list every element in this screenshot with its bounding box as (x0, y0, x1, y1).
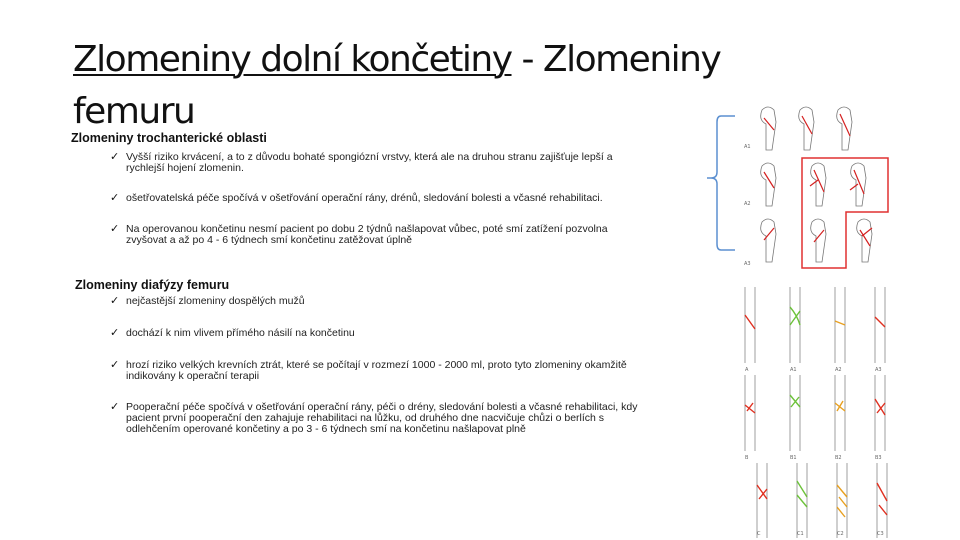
bracket-icon (705, 114, 745, 254)
checkmark-icon: ✓ (110, 151, 120, 163)
bullet-line: hrozí riziko velkých krevních ztrát, které se počítají v rozmezí 1000 - 2000 ml, proto tyto zlomeniny okamžitě (126, 359, 627, 371)
title-sub-line2: femuru (73, 91, 195, 132)
checkmark-icon: ✓ (110, 327, 120, 339)
bullet-line: zvyšovat a až po 4 - 6 týdnech smí končetinu zatěžovat úplně (126, 234, 412, 246)
fig-label: C (757, 531, 761, 537)
fig-label: B1 (790, 455, 797, 461)
bullet-line: odlehčením operované končetiny a po 3 - 6 týdnech smí na končetinu našlapovat plně (126, 423, 526, 435)
checkmark-icon: ✓ (110, 192, 120, 204)
row-label: A1 (744, 144, 751, 150)
fig-label: B (745, 455, 749, 461)
bullet-line: pacient první pooperační den zahajuje rehabilitaci na lůžku, od druhého dne nacvičuje chůzi o berlích s (126, 412, 605, 424)
checkmark-icon: ✓ (110, 295, 120, 307)
fig-label: A1 (790, 367, 797, 373)
title-sub: Zlomeniny (542, 39, 721, 80)
row-label: A3 (744, 261, 751, 267)
bullet-item (110, 151, 706, 174)
title-separator: - (511, 39, 543, 80)
fig-label: B3 (875, 455, 882, 461)
bullet-item (110, 401, 716, 435)
fig-label: C1 (797, 531, 804, 537)
section-heading-trochanteric: Zlomeniny trochanterické oblasti (71, 131, 267, 145)
bullet-item (110, 192, 706, 204)
checkmark-icon: ✓ (110, 359, 120, 371)
bullet-item (110, 359, 716, 382)
fig-label: A (745, 367, 749, 373)
bullet-line: dochází k nim vlivem přímého násilí na končetinu (126, 327, 355, 339)
diaphyseal-fracture-illustration (735, 285, 915, 540)
row-label: A2 (744, 201, 751, 207)
checkmark-icon: ✓ (110, 401, 120, 413)
bullet-line: Vyšší riziko krvácení, a to z důvodu bohaté spongiózní vrstvy, která ale na druhou stranu zajišťuje lepší a (126, 151, 613, 163)
bullet-line: rychlejší hojení zlomenin. (126, 162, 244, 174)
bullet-item (110, 295, 706, 307)
fig-label: B2 (835, 455, 842, 461)
checkmark-icon: ✓ (110, 223, 120, 235)
slide-title (73, 34, 773, 138)
fig-label: A2 (835, 367, 842, 373)
bullet-line: ošetřovatelská péče spočívá v ošetřování operační rány, drénů, sledování bolesti a včasné rehabilitaci. (126, 192, 603, 204)
fig-label: A3 (875, 367, 882, 373)
section-heading-diaphysis: Zlomeniny diafýzy femuru (75, 278, 230, 292)
bullet-line: nejčastější zlomeniny dospělých mužů (126, 295, 305, 307)
bullet-line: Na operovanou končetinu nesmí pacient po dobu 2 týdnů našlapovat vůbec, poté smí zatížení pozvolna (126, 223, 608, 235)
trochanteric-fracture-illustration (740, 100, 890, 270)
fig-label: C2 (837, 531, 844, 537)
bullet-item (110, 223, 706, 246)
bullet-line: Pooperační péče spočívá v ošetřování operační rány, péči o drény, sledování bolesti a včasné rehabilitaci, kdy (126, 401, 638, 413)
fig-label: C3 (877, 531, 884, 537)
title-main: Zlomeniny dolní končetiny (73, 39, 512, 80)
bullet-item (110, 327, 706, 339)
bullet-line: indikovány k operační terapii (126, 370, 260, 382)
